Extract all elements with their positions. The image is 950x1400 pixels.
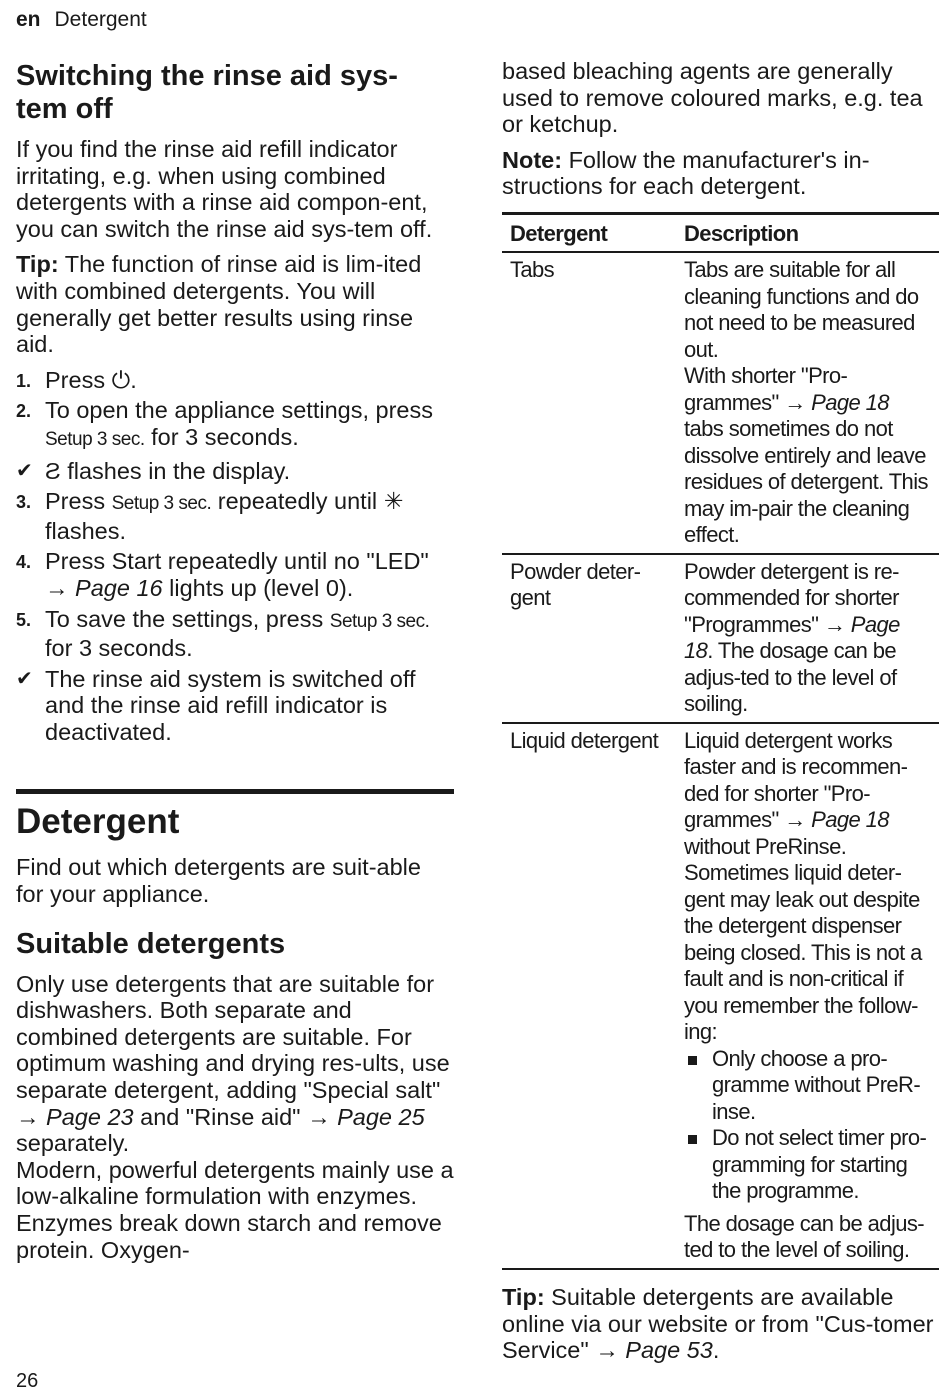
page-ref: Page 16: [75, 574, 163, 601]
rinse-off-tip: Tip: The function of rinse aid is lim-ited with combined detergents. You will generally get better results using rinse aid.: [16, 251, 422, 358]
step-4: 4. Press Start repeatedly until no "LED" → Page 16 lights up (level 0).: [16, 548, 429, 601]
rinse-off-heading: Switching the rinse aid sys- tem off: [16, 60, 398, 125]
page-ref: Page 25: [337, 1103, 425, 1130]
rinse-aid-icon: Ƨ: [45, 457, 61, 484]
page-ref: Page 18: [811, 389, 889, 415]
suitable-para-2-start: Modern, powerful detergents mainly use a low-alkaline formulation with enzymes. Enzymes break down starch and remove protein. Oxygen-: [16, 1156, 454, 1263]
arrow-icon: →: [16, 1103, 40, 1130]
sparkle-icon: ✳: [383, 488, 404, 515]
arrow-icon: →: [784, 807, 806, 833]
setup-key-label: Setup 3 sec.: [45, 428, 145, 450]
setup-key-label: Setup 3 sec.: [111, 493, 212, 515]
detergent-description: Tabs are suitable for all cleaning functions and do not need to be measured out. With shorter "Pro-grammes" → Page 18 tabs sometimes do not dissolve entirely and leave residues of detergent. This may im-pair the cleaning effect.: [676, 252, 939, 554]
page-ref: Page 23: [46, 1103, 134, 1130]
checkmark-icon: ✔: [16, 459, 33, 482]
language-code: en: [16, 8, 41, 31]
detergent-name: Tabs: [502, 252, 676, 554]
detergent-description: Liquid detergent works faster and is recommen-ded for shorter "Pro-grammes" → Page 18 without PreRinse. Sometimes liquid deter-gent may leak out despite the detergent dispenser being closed. This is not a fault and is non-critical if you remember the follow-ing: Only choose a pro-gramme without PreR-inse. Do not select timer pro-gramming for starting the programme. The dosage can be adjus-ted to the level of soiling.: [676, 723, 939, 1269]
step-2: 2. To open the appliance settings, press Setup 3 sec. for 3 seconds.: [16, 397, 434, 450]
column-header-detergent: Detergent: [502, 213, 676, 252]
page-ref: Page 18: [684, 611, 900, 664]
suitable-para-1: Only use detergents that are suitable for dishwashers. Both separate and combined detergents are suitable. For optimum washing and drying res-ults, use separate detergent, adding "Special salt" → Page 23 and "Rinse aid" → Page 25 separately.: [16, 970, 450, 1157]
header-section: Detergent: [54, 8, 147, 31]
list-item: Only choose a pro-gramme without PreR-inse.: [684, 1046, 933, 1126]
setup-key-label: Setup 3 sec.: [329, 610, 430, 632]
table-row: [502, 252, 939, 554]
bullet-list: [684, 1046, 933, 1205]
rinse-off-intro: If you find the rinse aid refill indicator irritating, e.g. when using combined detergents with a rinse aid compon-ent, you can switch the rinse aid sys-tem off.: [16, 136, 433, 242]
page-ref: Page 18: [811, 807, 889, 833]
right-column: [502, 58, 939, 1373]
table-row: [502, 723, 939, 1269]
column-header-description: Description: [676, 213, 939, 252]
left-column: [16, 58, 454, 1272]
detergent-name: Powder deter-gent: [502, 554, 676, 723]
table-row: [502, 554, 939, 723]
power-icon: ⏻: [111, 366, 131, 393]
section-title: Detergent: [16, 802, 180, 842]
page-ref: Page 53: [625, 1337, 713, 1364]
detergent-intro: Find out which detergents are suit-able for your appliance.: [16, 854, 421, 908]
arrow-icon: →: [307, 1103, 331, 1130]
start-key-label: Start: [111, 548, 162, 575]
step-1: 1. Press ⏻.: [16, 366, 137, 393]
detergent-description: Powder detergent is re-commended for shorter "Programmes" → Page 18. The dosage can be adjus-ted to the level of soiling.: [676, 554, 939, 723]
list-item: Do not select timer pro-gramming for starting the programme.: [684, 1125, 933, 1205]
arrow-icon: →: [784, 389, 806, 415]
detergent-table: [502, 212, 939, 1270]
rinse-off-steps: [16, 367, 454, 746]
tip-online: Tip: Suitable detergents are available online via our website or from "Cus-tomer Service" → Page 53.: [502, 1283, 934, 1364]
step-3: 3. Press Setup 3 sec. repeatedly until ✳ flashes.: [16, 488, 404, 544]
step-5: 5. To save the settings, press Setup 3 sec. for 3 seconds.: [16, 605, 430, 662]
section-divider: [16, 789, 454, 794]
detergent-name: Liquid detergent: [502, 723, 676, 1269]
page-number: 26: [16, 1370, 39, 1392]
checkmark-icon: ✔: [16, 667, 33, 690]
arrow-icon: →: [45, 574, 69, 601]
step-result-2: ✔ The rinse aid system is switched off and the rinse aid refill indicator is deactivated.: [16, 665, 416, 745]
arrow-icon: →: [595, 1337, 619, 1364]
note: Note: Follow the manufacturer's in-structions for each detergent.: [502, 146, 870, 200]
arrow-icon: →: [823, 611, 846, 637]
suitable-para-2-end: based bleaching agents are generally used to remove coloured marks, e.g. tea or ketchup.: [502, 58, 923, 138]
step-result-1: ✔ Ƨ flashes in the display.: [16, 457, 291, 484]
page-header: [16, 8, 147, 32]
suitable-heading: Suitable detergents: [16, 927, 286, 960]
